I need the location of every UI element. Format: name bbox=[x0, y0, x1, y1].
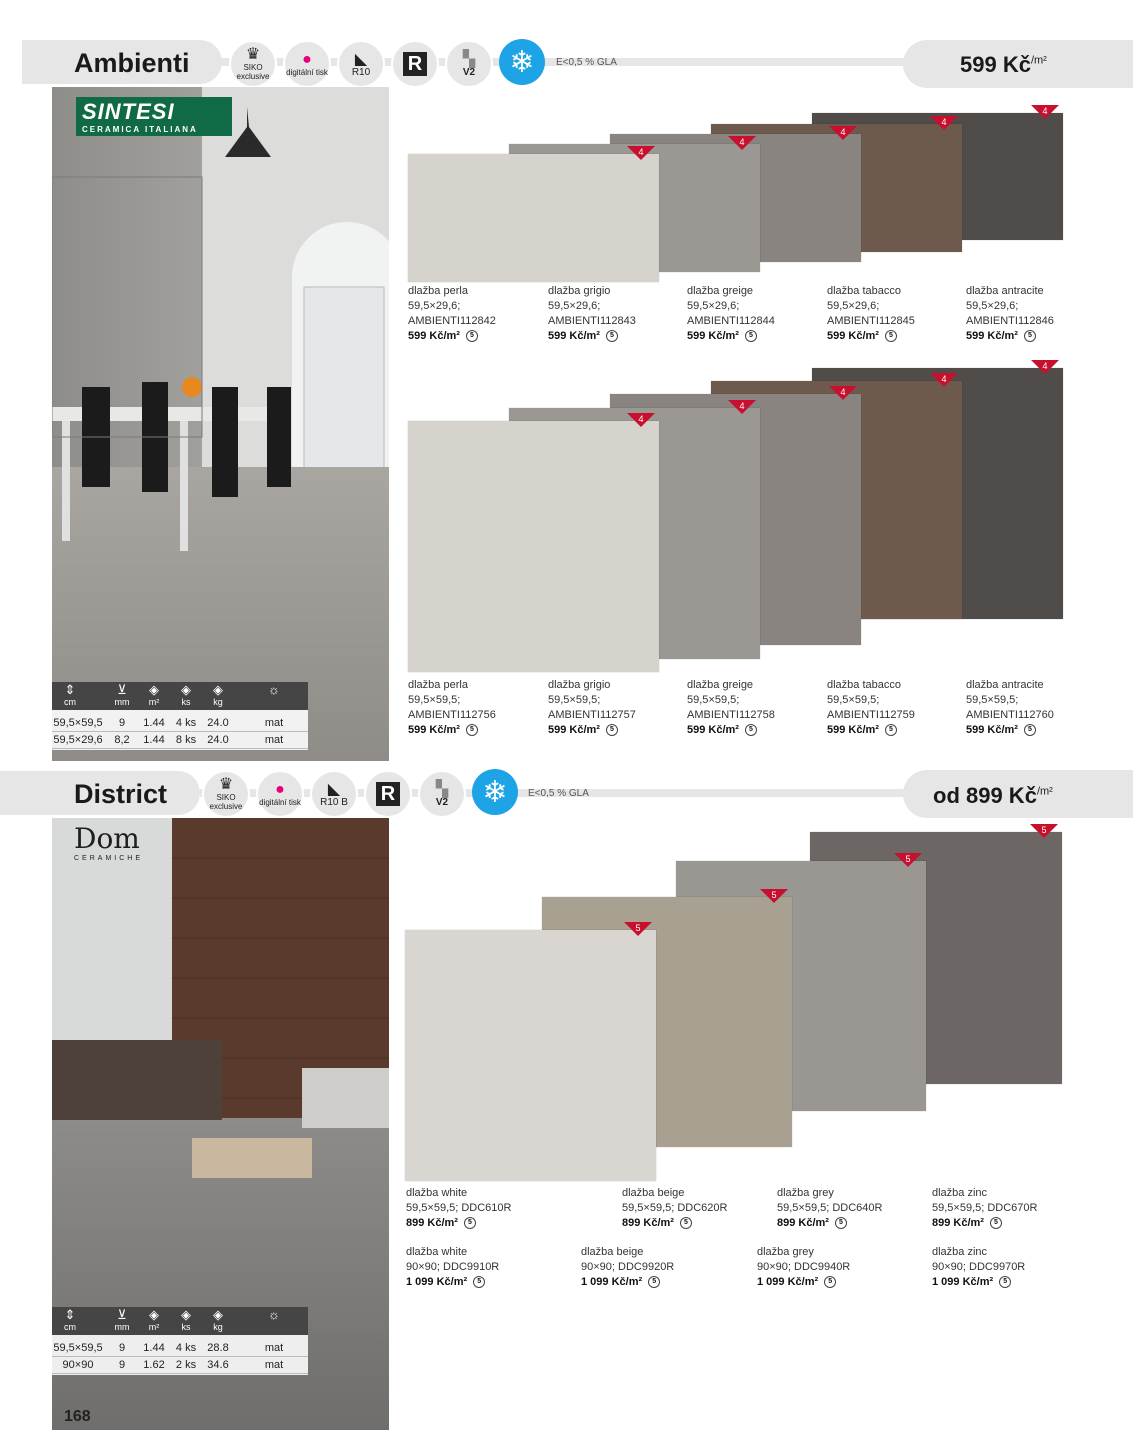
product-label: dlažba perla 59,5×59,5; AMBIENTI112756 599 Kč/m² 5 bbox=[408, 679, 496, 736]
variation-badge: ▚ V2 bbox=[445, 40, 493, 88]
spec-row: 59,5×59,5 9 1.44 4 ks 24.0 mat bbox=[52, 716, 308, 732]
digital-print-badge: ● digitální tisk bbox=[256, 770, 304, 818]
spec-header-thickness: ⊻ mm bbox=[104, 1307, 140, 1335]
spec-header-thickness: ⊻ mm bbox=[104, 682, 140, 710]
warranty-icon: 5 bbox=[464, 1217, 476, 1229]
product-label: dlažba white 59,5×59,5; DDC610R 899 Kč/m² 5 bbox=[406, 1187, 512, 1229]
rectified-badge: R bbox=[391, 40, 439, 88]
size-icon: ⇕ bbox=[64, 682, 76, 697]
absorption-label: E<0,5 % GLA bbox=[556, 57, 617, 68]
warranty-icon: 5 bbox=[606, 724, 618, 736]
section-price: 599 $Kč^{/m^2}$ bbox=[960, 52, 1047, 77]
warranty-icon: 5 bbox=[824, 1276, 836, 1288]
warranty-icon: 5 bbox=[835, 1217, 847, 1229]
product-label: dlažba greige 59,5×29,6; AMBIENTI112844 599 Kč/m² 5 bbox=[687, 285, 775, 342]
warranty-icon: 5 bbox=[745, 724, 757, 736]
warranty-icon: 5 bbox=[999, 1276, 1011, 1288]
thickness-icon: ⊻ bbox=[117, 1307, 127, 1322]
product-label: dlažba zinc 90×90; DDC9970R 1 099 Kč/m² 5 bbox=[932, 1246, 1026, 1288]
thickness-icon: ⊻ bbox=[117, 682, 127, 697]
warranty-icon: 5 bbox=[473, 1276, 485, 1288]
absorption-label: E<0,5 % GLA bbox=[528, 788, 589, 799]
brand-logo: SINTESI CERAMICA ITALIANA bbox=[76, 97, 232, 136]
product-label: dlažba zinc 59,5×59,5; DDC670R 899 Kč/m² 5 bbox=[932, 1187, 1038, 1229]
frost-resistant-icon: ❄ bbox=[472, 769, 518, 815]
tile-white bbox=[405, 930, 656, 1181]
tile-perla bbox=[408, 421, 659, 672]
spec-row: 90×90 9 1.62 2 ks 34.6 mat bbox=[52, 1358, 308, 1374]
shoe-icon: ◣ bbox=[327, 780, 341, 798]
product-label: dlažba antracite 59,5×29,6; AMBIENTI112846 599 Kč/m² 5 bbox=[966, 285, 1054, 342]
spec-row: 59,5×59,5 9 1.44 4 ks 28.8 mat bbox=[52, 1341, 308, 1357]
size-icon: ⇕ bbox=[64, 1307, 76, 1322]
frost-resistant-icon: ❄ bbox=[499, 39, 545, 85]
page-number: 168 bbox=[64, 1408, 91, 1425]
warranty-icon: 5 bbox=[1024, 724, 1036, 736]
slip-resistance-badge: ◣ R10 B bbox=[310, 770, 358, 818]
checker-icon: ▚ bbox=[462, 50, 476, 68]
spec-header-weight: ◈ kg bbox=[202, 1307, 234, 1335]
product-label: dlažba grigio 59,5×59,5; AMBIENTI112757 599 Kč/m² 5 bbox=[548, 679, 636, 736]
tile-perla bbox=[408, 154, 659, 282]
section-price: od 899 $Kč^{/m^2}$ bbox=[933, 783, 1053, 808]
spec-header-size: ⇕ cm bbox=[52, 682, 88, 710]
box-icon: ◈ bbox=[149, 682, 159, 697]
exclusive-badge: ♛ SIKO exclusive bbox=[202, 770, 250, 818]
spec-table bbox=[52, 1307, 308, 1375]
spec-header-pieces: ◈ ks bbox=[170, 682, 202, 710]
crown-icon: ♛ bbox=[218, 776, 234, 793]
section-title: District bbox=[74, 779, 168, 809]
spec-header-pieces: ◈ ks bbox=[170, 1307, 202, 1335]
brand-logo: Dom CERAMICHE bbox=[74, 822, 144, 862]
warranty-icon: 5 bbox=[1024, 330, 1036, 342]
warranty-icon: 5 bbox=[606, 330, 618, 342]
exclusive-badge: ♛ SIKO exclusive bbox=[229, 40, 277, 88]
spec-header bbox=[52, 1307, 308, 1335]
product-label: dlažba beige 59,5×59,5; DDC620R 899 Kč/m² 5 bbox=[622, 1187, 728, 1229]
color-wheel-icon: ● bbox=[275, 780, 285, 798]
interior-photo bbox=[52, 87, 389, 761]
box-icon: ◈ bbox=[213, 682, 223, 697]
checker-icon: ▚ bbox=[435, 780, 449, 798]
digital-print-badge: ● digitální tisk bbox=[283, 40, 331, 88]
spec-header-weight: ◈ kg bbox=[202, 682, 234, 710]
product-label: dlažba grigio 59,5×29,6; AMBIENTI112843 599 Kč/m² 5 bbox=[548, 285, 636, 342]
product-label: dlažba antracite 59,5×59,5; AMBIENTI112760 599 Kč/m² 5 bbox=[966, 679, 1054, 736]
warranty-icon: 5 bbox=[745, 330, 757, 342]
slip-resistance-badge: ◣ R10 bbox=[337, 40, 385, 88]
product-label: dlažba tabacco 59,5×29,6; AMBIENTI112845 599 Kč/m² 5 bbox=[827, 285, 915, 342]
box-icon: ◈ bbox=[149, 1307, 159, 1322]
interior-photo-graphic bbox=[52, 87, 389, 761]
warranty-icon: 5 bbox=[885, 724, 897, 736]
warranty-icon: 5 bbox=[466, 330, 478, 342]
section-title: Ambienti bbox=[74, 48, 190, 78]
box-icon: ◈ bbox=[181, 682, 191, 697]
product-label: dlažba white 90×90; DDC9910R 1 099 Kč/m² 5 bbox=[406, 1246, 500, 1288]
product-label: dlažba beige 90×90; DDC9920R 1 099 Kč/m² 5 bbox=[581, 1246, 675, 1288]
box-icon: ◈ bbox=[181, 1307, 191, 1322]
shoe-icon: ◣ bbox=[354, 50, 368, 68]
warranty-icon: 5 bbox=[885, 330, 897, 342]
spec-header-finish bbox=[256, 682, 292, 710]
warranty-icon: 5 bbox=[990, 1217, 1002, 1229]
spec-header-size: ⇕ cm bbox=[52, 1307, 88, 1335]
product-label: dlažba perla 59,5×29,6; AMBIENTI112842 599 Kč/m² 5 bbox=[408, 285, 496, 342]
spec-header-area: ◈ m² bbox=[138, 1307, 170, 1335]
spec-row: 59,5×29,6 8,2 1.44 8 ks 24.0 mat bbox=[52, 733, 308, 749]
spec-header-area: ◈ m² bbox=[138, 682, 170, 710]
warranty-icon: 5 bbox=[680, 1217, 692, 1229]
product-label: dlažba greige 59,5×59,5; AMBIENTI112758 599 Kč/m² 5 bbox=[687, 679, 775, 736]
product-label: dlažba tabacco 59,5×59,5; AMBIENTI112759 599 Kč/m² 5 bbox=[827, 679, 915, 736]
rectified-badge: R bbox=[364, 770, 412, 818]
spec-header-finish bbox=[256, 1307, 292, 1335]
spec-header bbox=[52, 682, 308, 710]
variation-badge: ▚ V2 bbox=[418, 770, 466, 818]
crown-icon: ♛ bbox=[245, 46, 261, 63]
product-label: dlažba grey 90×90; DDC9940R 1 099 Kč/m² 5 bbox=[757, 1246, 851, 1288]
color-wheel-icon: ● bbox=[302, 50, 312, 68]
spec-table bbox=[52, 682, 308, 750]
warranty-icon: 5 bbox=[648, 1276, 660, 1288]
lamp-icon: ☼ bbox=[268, 682, 280, 697]
lamp-icon: ☼ bbox=[268, 1307, 280, 1322]
box-icon: ◈ bbox=[213, 1307, 223, 1322]
product-label: dlažba grey 59,5×59,5; DDC640R 899 Kč/m² 5 bbox=[777, 1187, 883, 1229]
warranty-icon: 5 bbox=[466, 724, 478, 736]
